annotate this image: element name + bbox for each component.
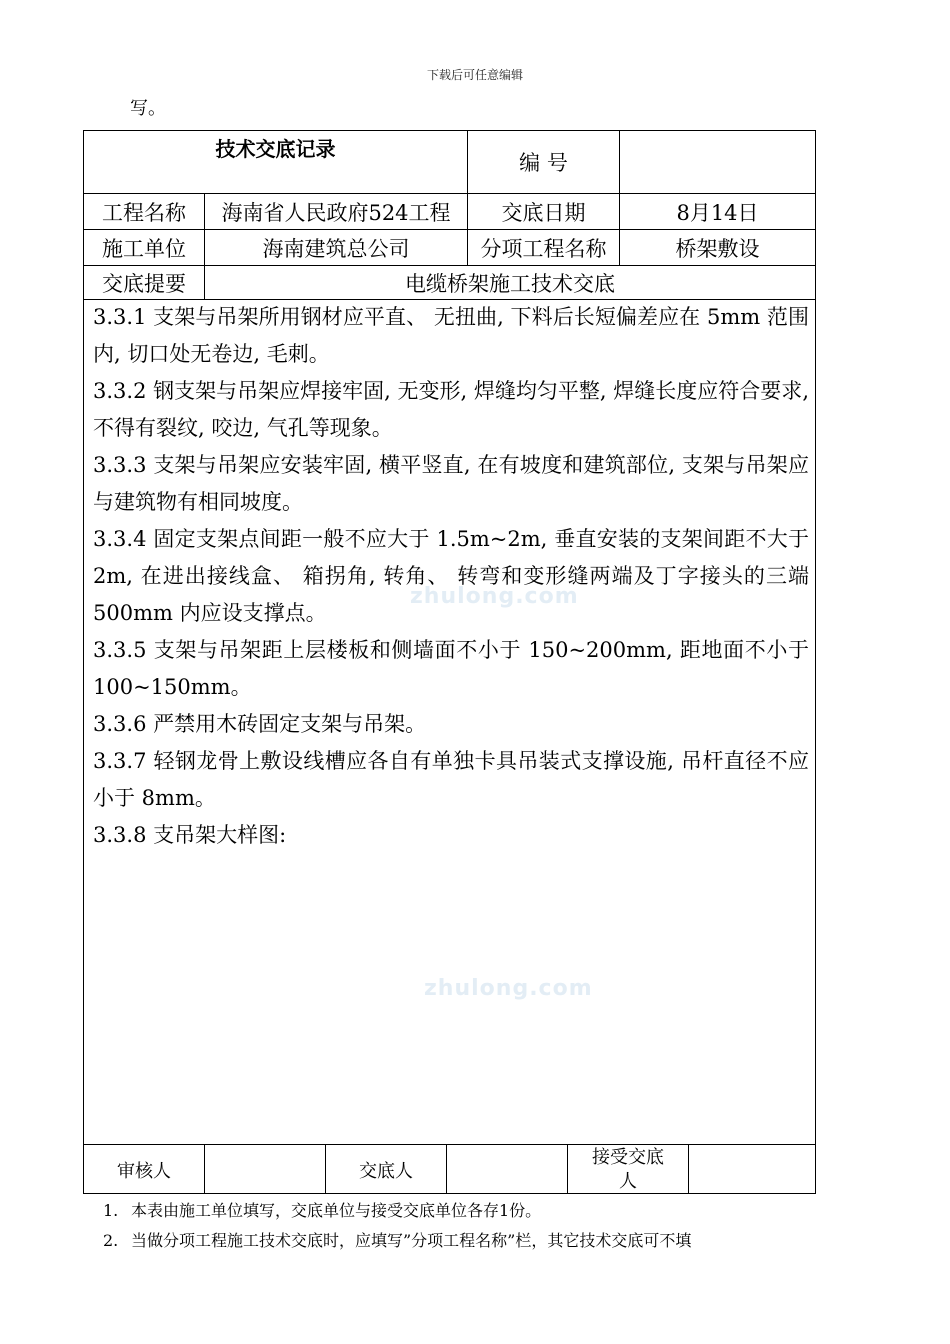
- content-paragraph: 3.3.5 支架与吊架距上层楼板和侧墙面不小于 150~200mm, 距地面不小于 100~150mm。: [93, 638, 809, 699]
- content-paragraph: 3.3.1 支架与吊架所用钢材应平直、 无扭曲, 下料后长短偏差应在 5mm 范围内, 切口处无卷边, 毛刺。: [93, 305, 809, 366]
- watermark: zhulong.com: [424, 976, 593, 1001]
- record-title: 技术交底记录: [215, 137, 336, 161]
- number-label: 编 号: [519, 151, 568, 175]
- discloser-label: 交底人: [359, 1160, 413, 1182]
- receiver-label: 接受交底人: [592, 1146, 664, 1192]
- disclosure-record-table: [83, 130, 816, 1194]
- footnote-item: [103, 1196, 843, 1226]
- reviewer-value: [205, 1145, 325, 1194]
- sub-item-name-value: 桥架敷设: [675, 236, 760, 261]
- footnote-text: 当做分项工程施工技术交底时，应填写”分项工程名称”栏，其它技术交底可不填: [131, 1231, 692, 1250]
- watermark: zhulong.com: [410, 584, 579, 609]
- header-note: 下载后可任意编辑: [426, 68, 523, 82]
- summary-label: 交底提要: [102, 271, 186, 296]
- content-paragraph: 3.3.3 支架与吊架应安装牢固, 横平竖直, 在有坡度和建筑部位, 支架与吊架应与建筑物有相同坡度。: [93, 453, 809, 514]
- content-paragraph: 3.3.2 钢支架与吊架应焊接牢固, 无变形, 焊缝均匀平整, 焊缝长度应符合要求, 不得有裂纹, 咬边, 气孔等现象。: [93, 379, 809, 440]
- construction-unit-value: 海南建筑总公司: [262, 236, 410, 261]
- disclosure-date-label: 交底日期: [501, 200, 586, 225]
- footnote-number: 1.: [103, 1201, 119, 1220]
- summary-value: 电缆桥架施工技术交底: [405, 271, 615, 296]
- footnote-number: 2.: [103, 1231, 119, 1250]
- content-paragraph: 3.3.6 严禁用木砖固定支架与吊架。: [93, 712, 427, 736]
- previous-page-text: 写。: [130, 98, 166, 119]
- reviewer-label: 审核人: [117, 1160, 171, 1182]
- discloser-value: [447, 1145, 567, 1194]
- content-paragraph: 3.3.4 固定支架点间距一般不应大于 1.5m~2m, 垂直安装的支架间距不大于 2m, 在进出接线盒、 箱拐角, 转角、 转弯和变形缝两端及丁字接头的三端 500mm 内应设支撑点。: [93, 527, 809, 625]
- footnote-item: [103, 1226, 843, 1256]
- number-value: [620, 131, 815, 193]
- disclosure-content: [93, 299, 809, 854]
- project-name-value: 海南省人民政府524工程: [221, 200, 451, 225]
- sub-item-name-label: 分项工程名称: [480, 236, 607, 261]
- content-paragraph: 3.3.8 支吊架大样图:: [93, 823, 287, 847]
- footnote-text: 本表由施工单位填写，交底单位与接受交底单位各存1份。: [131, 1201, 542, 1220]
- project-name-label: 工程名称: [102, 200, 186, 225]
- receiver-value: [689, 1145, 815, 1194]
- disclosure-date-value: 8月14日: [676, 200, 759, 225]
- content-paragraph: 3.3.7 轻钢龙骨上敷设线槽应各自有单独卡具吊装式支撑设施, 吊杆直径不应小于 8mm。: [93, 749, 809, 810]
- footnotes: [103, 1196, 843, 1256]
- construction-unit-label: 施工单位: [102, 236, 186, 261]
